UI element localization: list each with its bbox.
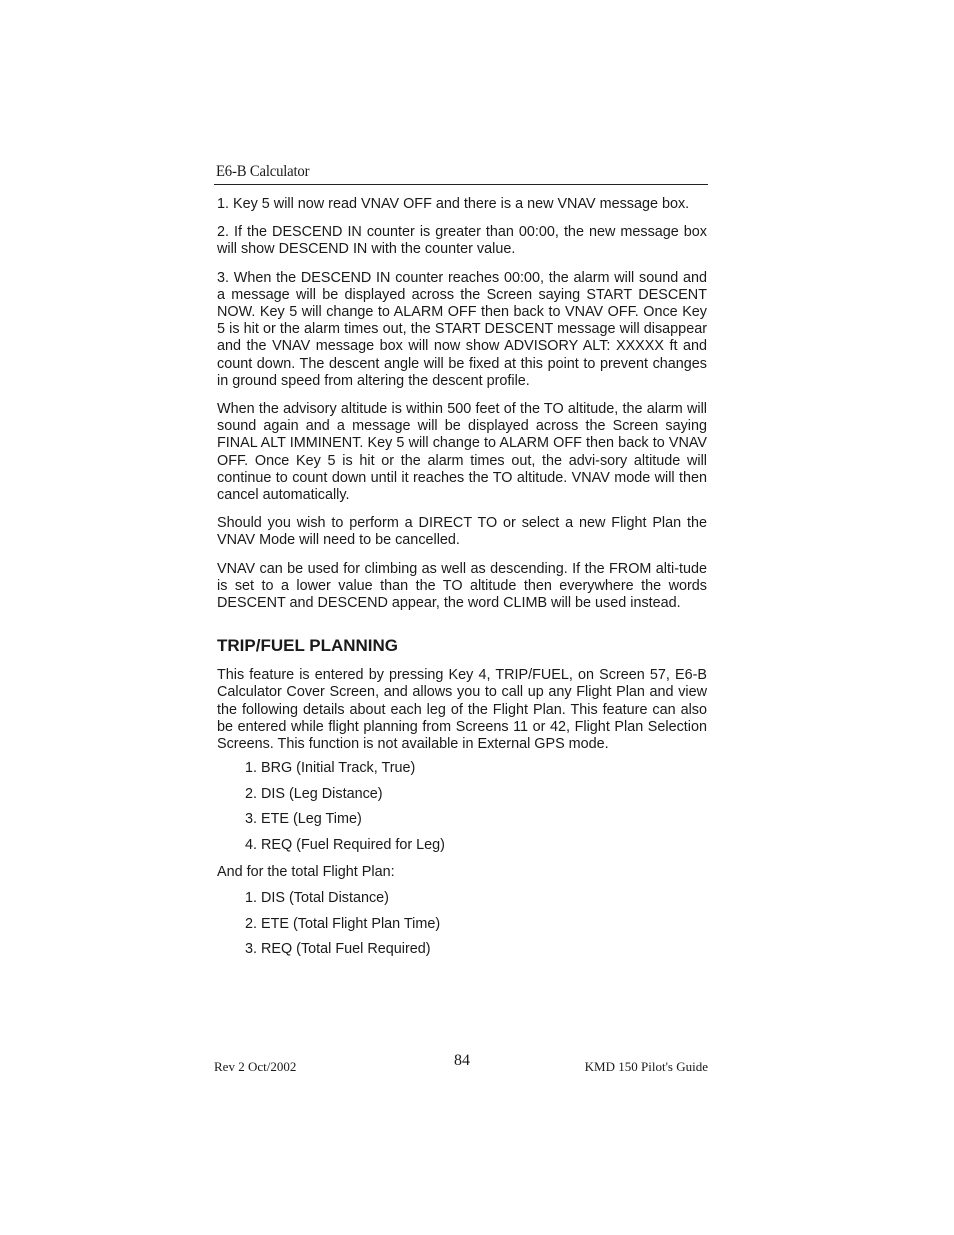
footer-guide-title: KMD 150 Pilot's Guide	[584, 1059, 708, 1074]
list-item: 3. REQ (Total Fuel Required)	[245, 941, 431, 958]
header-title: E6-B Calculator	[216, 163, 310, 180]
page-footer	[214, 1052, 708, 1078]
footer-revision: Rev 2 Oct/2002	[214, 1059, 297, 1074]
page-content	[217, 196, 707, 968]
section-intro: This feature is entered by pressing Key 4, TRIP/FUEL, on Screen 57, E6-B Calculator Cover Screen, and allows you to call up any Flight Plan and view the following details about each leg of the Flight Plan. This feature can also be entered while flight planning from Screens 11 or 42, Flight Plan Selection Screens. This function is not available in External GPS mode.	[217, 667, 707, 753]
total-details-list	[217, 890, 707, 958]
list-item: 1. DIS (Total Distance)	[245, 890, 389, 907]
paragraph-3: 3. When the DESCEND IN counter reaches 00:00, the alarm will sound and a message will be displayed across the Screen saying START DESCENT NOW. Key 5 will change to ALARM OFF then back to VNAV OFF. Once Key 5 is hit or the alarm times out, the START DESCENT message will disappear and the VNAV message box will now show ADVISORY ALT: XXXXX ft and count down. The descent angle will be fixed at this point to prevent changes in ground speed from altering the descent profile.	[217, 269, 707, 389]
list-item: 4. REQ (Fuel Required for Leg)	[245, 836, 445, 853]
paragraph-1: 1. Key 5 will now read VNAV OFF and there is a new VNAV message box.	[217, 196, 690, 212]
total-intro: And for the total Flight Plan:	[217, 863, 395, 880]
paragraph-5: Should you wish to perform a DIRECT TO or select a new Flight Plan the VNAV Mode will need to be cancelled.	[217, 515, 707, 549]
list-item: 1. BRG (Initial Track, True)	[245, 760, 416, 777]
paragraph-2: 2. If the DESCEND IN counter is greater than 00:00, the new message box will show DESCEND IN with the counter value.	[217, 224, 707, 258]
list-item: 2. ETE (Total Flight Plan Time)	[245, 915, 441, 932]
running-header	[214, 160, 708, 185]
section-title: TRIP/FUEL PLANNING	[217, 636, 399, 656]
page-number: 84	[454, 1052, 470, 1069]
paragraph-4: When the advisory altitude is within 500 feet of the TO altitude, the alarm will sound again and a message will be displayed across the Screen saying FINAL ALT IMMINENT. Key 5 will change to ALARM OFF then back to VNAV OFF. Once Key 5 is hit or the alarm times out, the advi-sory altitude will continue to count down until it reaches the TO altitude. VNAV mode will then cancel automatically.	[217, 401, 707, 504]
leg-details-list	[217, 760, 707, 854]
list-item: 2. DIS (Leg Distance)	[245, 785, 383, 802]
list-item: 3. ETE (Leg Time)	[245, 811, 362, 828]
paragraph-6: VNAV can be used for climbing as well as descending. If the FROM alti-tude is set to a lower value than the TO altitude then everywhere the words DESCENT and DESCEND appear, the word CLIMB will be used instead.	[217, 560, 707, 612]
